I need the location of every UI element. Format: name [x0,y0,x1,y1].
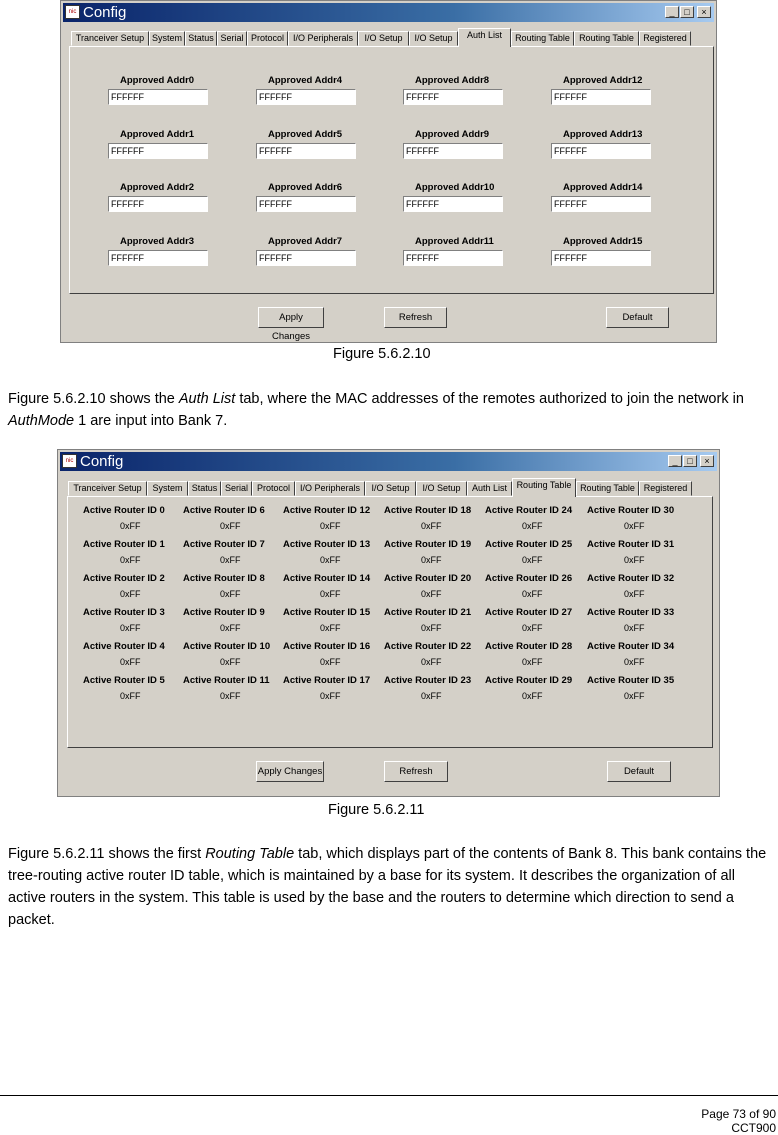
router-id-label: Active Router ID 9 [183,607,265,618]
router-id-value: 0xFF [220,657,241,667]
tab-status[interactable]: Status [185,31,217,46]
tab-strip [68,478,716,496]
router-id-label: Active Router ID 27 [485,607,573,618]
router-id-value: 0xFF [120,521,141,531]
router-id-value: 0xFF [624,657,645,667]
router-id-value: 0xFF [624,555,645,565]
minimize-button[interactable]: _ [668,455,682,467]
tab-i-o-setup[interactable]: I/O Setup [409,31,458,46]
tab-status[interactable]: Status [188,481,221,496]
router-id-label: Active Router ID 12 [283,505,371,516]
approved-addr-label: Approved Addr6 [268,182,343,193]
tab-tranceiver-setup[interactable]: Tranceiver Setup [71,31,149,46]
router-id-value: 0xFF [320,691,341,701]
tab-tranceiver-setup[interactable]: Tranceiver Setup [68,481,147,496]
router-id-label: Active Router ID 22 [384,641,472,652]
paragraph-2 [8,843,768,931]
router-id-label: Active Router ID 18 [384,505,472,516]
router-id-label: Active Router ID 33 [587,607,675,618]
router-id-value: 0xFF [522,555,543,565]
router-id-value: 0xFF [220,623,241,633]
tab-system[interactable]: System [147,481,188,496]
router-id-label: Active Router ID 7 [183,539,265,550]
router-id-value: 0xFF [320,521,341,531]
para1-text: 1 are input into Bank 7. [74,413,228,429]
router-id-value: 0xFF [220,589,241,599]
approved-addr-label: Approved Addr2 [120,182,195,193]
router-id-value: 0xFF [120,623,141,633]
router-id-label: Active Router ID 35 [587,675,675,686]
para2-text: Figure 5.6.2.11 shows the first [8,846,206,862]
tab-serial[interactable]: Serial [217,31,247,46]
page-number: Page 73 of 90 [701,1107,776,1121]
router-id-value: 0xFF [220,691,241,701]
approved-addr-label: Approved Addr10 [415,182,495,193]
router-id-label: Active Router ID 32 [587,573,675,584]
router-id-label: Active Router ID 28 [485,641,573,652]
approved-addr-label: Approved Addr0 [120,75,195,86]
router-id-label: Active Router ID 24 [485,505,573,516]
maximize-button[interactable]: □ [680,6,694,18]
approved-addr-label: Approved Addr13 [563,129,643,140]
router-id-label: Active Router ID 16 [283,641,371,652]
router-id-label: Active Router ID 20 [384,573,472,584]
router-id-value: 0xFF [320,589,341,599]
router-id-value: 0xFF [320,555,341,565]
router-id-value: 0xFF [624,623,645,633]
app-icon: nic [62,454,77,468]
window-title: Config [80,453,124,470]
approved-addr-input[interactable]: FFFFFF [108,196,208,212]
tab-routing-table[interactable]: Routing Table [576,481,639,496]
close-button[interactable]: × [697,6,711,18]
tab-auth-list[interactable]: Auth List [467,481,512,496]
router-id-value: 0xFF [421,623,442,633]
router-id-value: 0xFF [522,521,543,531]
router-id-label: Active Router ID 2 [83,573,165,584]
router-id-value: 0xFF [120,657,141,667]
router-id-label: Active Router ID 10 [183,641,271,652]
router-id-label: Active Router ID 31 [587,539,675,550]
apply-changes-button[interactable]: Apply Changes [258,307,324,328]
auth-list-panel [69,46,714,294]
maximize-button[interactable]: □ [683,455,697,467]
router-id-label: Active Router ID 17 [283,675,371,686]
approved-addr-label: Approved Addr1 [120,129,195,140]
router-id-value: 0xFF [120,691,141,701]
approved-addr-input[interactable]: FFFFFF [256,196,356,212]
router-id-label: Active Router ID 4 [83,641,165,652]
router-id-value: 0xFF [421,657,442,667]
tab-auth-list[interactable]: Auth List [458,28,511,47]
tab-i-o-setup[interactable]: I/O Setup [358,31,409,46]
router-id-value: 0xFF [120,589,141,599]
router-id-label: Active Router ID 1 [83,539,165,550]
router-id-value: 0xFF [624,589,645,599]
tab-i-o-peripherals[interactable]: I/O Peripherals [288,31,358,46]
approved-addr-input[interactable]: FFFFFF [403,143,503,159]
router-id-value: 0xFF [522,589,543,599]
tab-strip [71,28,711,46]
router-id-label: Active Router ID 26 [485,573,573,584]
tab-i-o-setup[interactable]: I/O Setup [416,481,467,496]
router-id-label: Active Router ID 11 [183,675,270,686]
title-bar [63,3,714,22]
tab-protocol[interactable]: Protocol [252,481,295,496]
router-id-value: 0xFF [624,691,645,701]
tab-protocol[interactable]: Protocol [247,31,288,46]
router-id-value: 0xFF [421,691,442,701]
router-id-label: Active Router ID 19 [384,539,472,550]
approved-addr-label: Approved Addr8 [415,75,490,86]
router-id-label: Active Router ID 14 [283,573,371,584]
router-id-value: 0xFF [320,623,341,633]
figure-caption-2: Figure 5.6.2.11 [328,802,425,818]
router-id-value: 0xFF [421,521,442,531]
window-title: Config [83,4,127,21]
para1-text: tab, where the MAC addresses of the remotes authorized to join the network in [235,391,744,407]
figure-caption-1: Figure 5.6.2.10 [333,346,431,362]
apply-changes-button[interactable]: Apply Changes [256,761,324,782]
approved-addr-input[interactable]: FFFFFF [256,143,356,159]
para2-text: tab, which displays part of the contents of Bank 8. This bank contains the tree-routing active router ID table, which is maintained by a base for its system. It describes the organization of all active routers in the system. This table is used by the base and the routers to determine which direction to send a packet. [8,846,767,928]
approved-addr-input[interactable]: FFFFFF [551,143,651,159]
tab-i-o-setup[interactable]: I/O Setup [365,481,416,496]
default-button[interactable]: Default [607,761,671,782]
approved-addr-input[interactable]: FFFFFF [551,89,651,105]
approved-addr-label: Approved Addr3 [120,236,195,247]
router-id-label: Active Router ID 13 [283,539,371,550]
approved-addr-label: Approved Addr14 [563,182,643,193]
para1-em-authmode: AuthMode [8,413,75,429]
router-id-label: Active Router ID 0 [83,505,165,516]
approved-addr-input[interactable]: FFFFFF [403,196,503,212]
approved-addr-label: Approved Addr7 [268,236,343,247]
router-id-value: 0xFF [522,691,543,701]
approved-addr-label: Approved Addr15 [563,236,643,247]
tab-registered[interactable]: Registered [639,31,691,46]
tab-registered[interactable]: Registered [639,481,692,496]
config-window-auth-list [60,0,717,343]
approved-addr-label: Approved Addr5 [268,129,343,140]
refresh-button[interactable]: Refresh [384,307,447,328]
tab-i-o-peripherals[interactable]: I/O Peripherals [295,481,365,496]
close-button[interactable]: × [700,455,714,467]
approved-addr-input[interactable]: FFFFFF [108,89,208,105]
approved-addr-label: Approved Addr12 [563,75,643,86]
router-id-label: Active Router ID 34 [587,641,675,652]
router-id-label: Active Router ID 15 [283,607,371,618]
approved-addr-input[interactable]: FFFFFF [108,143,208,159]
router-id-value: 0xFF [220,521,241,531]
router-id-value: 0xFF [522,623,543,633]
router-id-label: Active Router ID 3 [83,607,165,618]
config-window-routing-table [57,449,720,797]
approved-addr-label: Approved Addr11 [415,236,494,247]
refresh-button[interactable]: Refresh [384,761,448,782]
para1-text: Figure 5.6.2.10 shows the [8,391,179,407]
router-id-label: Active Router ID 21 [384,607,472,618]
router-id-value: 0xFF [421,589,442,599]
approved-addr-input[interactable]: FFFFFF [551,196,651,212]
app-icon: nic [65,5,80,19]
router-id-label: Active Router ID 30 [587,505,675,516]
approved-addr-input[interactable]: FFFFFF [551,250,651,266]
approved-addr-input[interactable]: FFFFFF [403,250,503,266]
router-id-value: 0xFF [120,555,141,565]
tab-system[interactable]: System [149,31,185,46]
footer-rule [0,1095,778,1096]
para1-em-auth-list: Auth List [178,391,236,407]
tab-routing-table[interactable]: Routing Table [574,31,639,46]
default-button[interactable]: Default [606,307,669,328]
routing-table-panel [67,496,713,748]
tab-routing-table[interactable]: Routing Table [511,31,574,46]
router-id-value: 0xFF [421,555,442,565]
router-id-label: Active Router ID 23 [384,675,472,686]
approved-addr-input[interactable]: FFFFFF [403,89,503,105]
approved-addr-input[interactable]: FFFFFF [108,250,208,266]
router-id-label: Active Router ID 5 [83,675,165,686]
para2-em-routing-table: Routing Table [205,846,295,862]
title-bar [60,452,717,471]
router-id-value: 0xFF [220,555,241,565]
router-id-value: 0xFF [522,657,543,667]
router-id-label: Active Router ID 6 [183,505,265,516]
router-id-label: Active Router ID 8 [183,573,265,584]
paragraph-1 [8,388,768,432]
approved-addr-input[interactable]: FFFFFF [256,89,356,105]
minimize-button[interactable]: _ [665,6,679,18]
tab-routing-table[interactable]: Routing Table [512,478,576,497]
approved-addr-label: Approved Addr9 [415,129,490,140]
approved-addr-input[interactable]: FFFFFF [256,250,356,266]
tab-serial[interactable]: Serial [221,481,252,496]
router-id-value: 0xFF [320,657,341,667]
document-id: CCT900 [731,1121,776,1135]
router-id-label: Active Router ID 29 [485,675,573,686]
approved-addr-label: Approved Addr4 [268,75,343,86]
router-id-value: 0xFF [624,521,645,531]
router-id-label: Active Router ID 25 [485,539,573,550]
